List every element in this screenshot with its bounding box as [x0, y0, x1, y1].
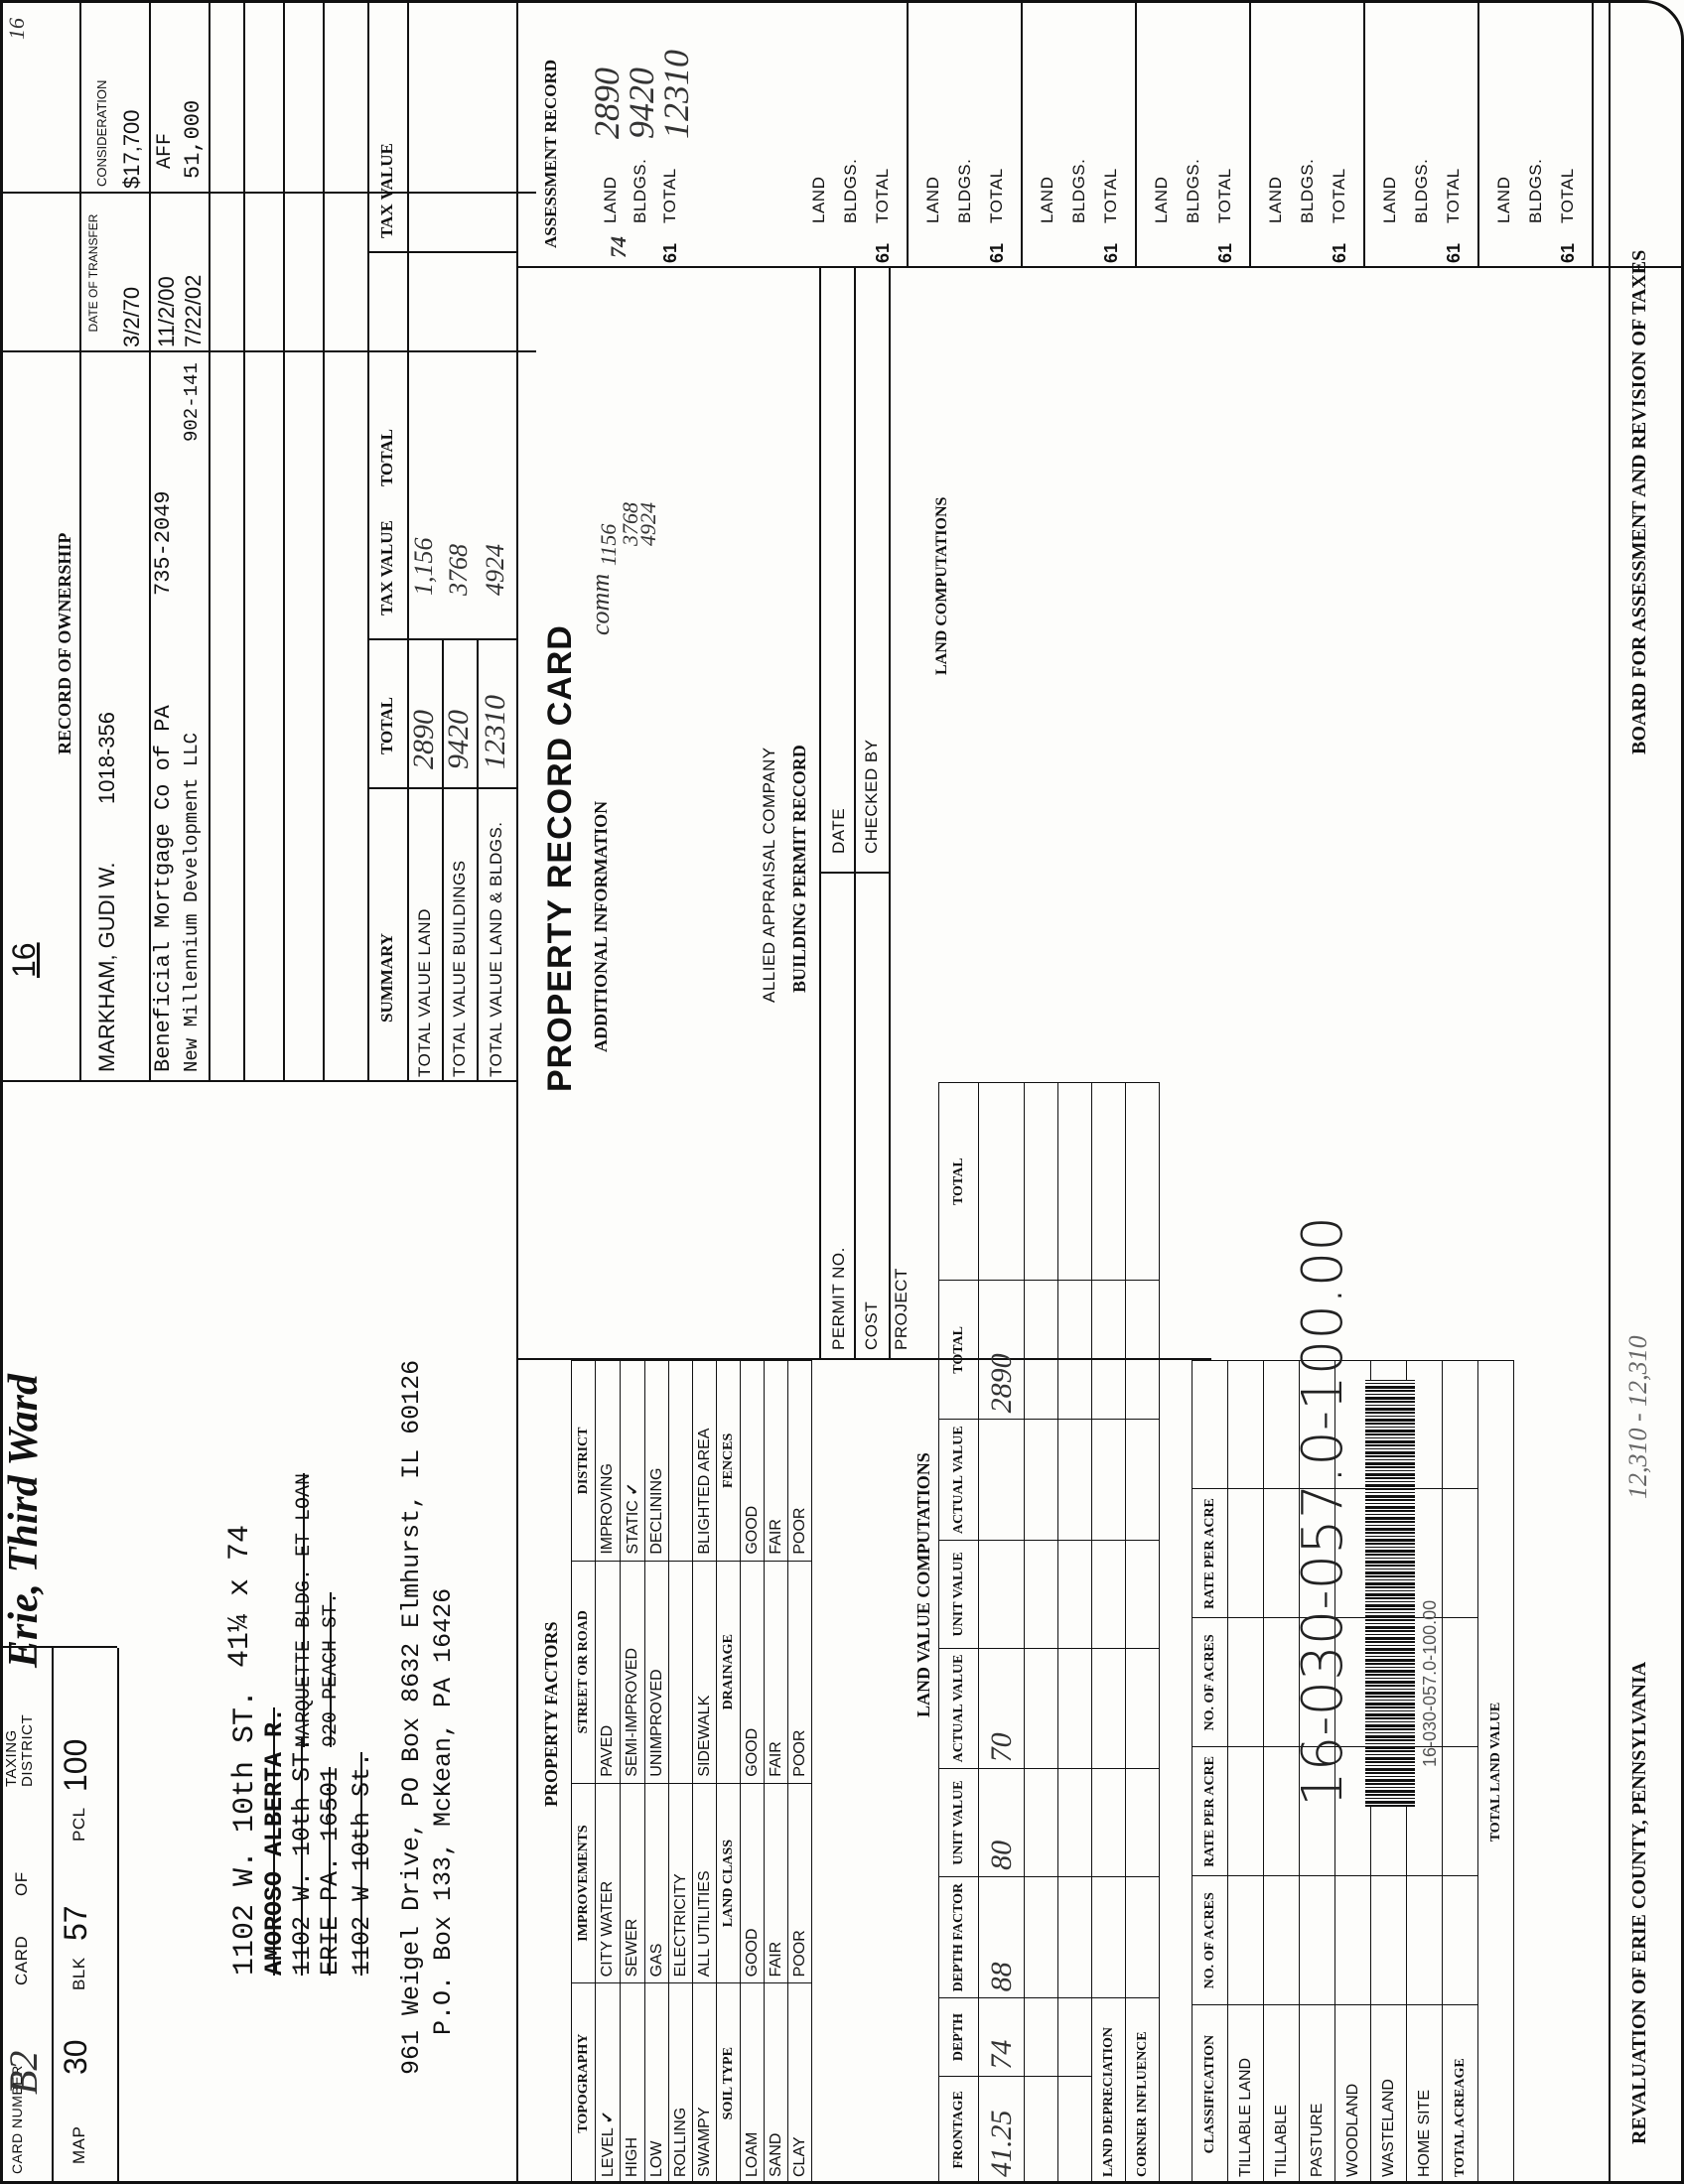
- barcode: [1365, 1380, 1415, 1807]
- fences-poor: POOR: [788, 1361, 812, 1562]
- footer-right: BOARD FOR ASSESSMENT AND REVISION OF TAXES: [1628, 249, 1650, 754]
- frontage-value: 41.25: [979, 2076, 1025, 2183]
- struck-lender: MARQUETTE BLDG. ET LOAN: [293, 1472, 316, 1747]
- assessment-slot-label: BLDGS.: [1412, 158, 1431, 223]
- ownership-title: RECORD OF OWNERSHIP: [55, 532, 74, 754]
- district-empty: [669, 1361, 693, 1562]
- soil-sand: SAND: [765, 1983, 788, 2184]
- struck-city: ERIE PA. 16501: [316, 1766, 345, 1976]
- assessment-slot-prefix: 61: [1558, 242, 1578, 263]
- of-label: OF: [12, 1871, 31, 1896]
- assessment-slot-divider: [1249, 0, 1251, 268]
- checked-by-label: CHECKED BY: [862, 739, 881, 854]
- land-depreciation: LAND DEPRECIATION: [1092, 1998, 1126, 2184]
- assessment-slot-divider: [1477, 0, 1479, 268]
- col-unit-value-2: UNIT VALUE: [939, 1541, 979, 1648]
- corner-influence: CORNER INFLUENCE: [1126, 1998, 1160, 2184]
- topography-head: TOPOGRAPHY: [572, 1983, 596, 2184]
- fences-head: FENCES: [717, 1361, 741, 1562]
- assessment-slot-label: TOTAL: [1444, 168, 1463, 223]
- comm-note: comm: [586, 573, 615, 635]
- col-depth: DEPTH: [939, 1998, 979, 2076]
- district-head: DISTRICT: [572, 1361, 596, 1562]
- district-number: 16: [6, 942, 42, 978]
- col-actual-value-2: ACTUAL VALUE: [939, 1420, 979, 1541]
- col-rate-2: RATE PER ACRE: [1193, 1489, 1228, 1618]
- assessment-slot-label: BLDGS.: [1069, 158, 1088, 223]
- acre-row-woodland: WOODLAND: [1335, 2005, 1371, 2184]
- summary-row-label: TOTAL VALUE BUILDINGS: [450, 860, 469, 1077]
- col-acres: NO. OF ACRES: [1193, 1876, 1228, 2005]
- card-number: B2: [1, 2050, 46, 2095]
- topography-swampy: SWAMPY: [693, 1983, 717, 2184]
- assessment-slot-prefix: 61: [1101, 242, 1121, 263]
- owner-date: 7/22/02: [181, 274, 206, 347]
- total-value: 2890: [979, 1281, 1025, 1420]
- date-of-transfer-label: DATE OF TRANSFER: [86, 213, 100, 333]
- consideration-label: CONSIDERATION: [94, 79, 109, 187]
- assessment-total-value: 12310: [656, 50, 696, 139]
- assessment-total-row-label: TOTAL: [660, 168, 679, 223]
- summary-row-label: TOTAL VALUE LAND: [415, 908, 434, 1077]
- permit-no-label: PERMIT NO.: [829, 1247, 848, 1350]
- summary-row-tax: 3768: [444, 544, 473, 596]
- topography-level: LEVEL ✓: [596, 1983, 621, 2184]
- summary-total-label: TOTAL: [377, 697, 396, 754]
- assessment-slot-prefix: 61: [987, 242, 1007, 263]
- topography-high: HIGH: [621, 1983, 645, 2184]
- assessment-slot-label: LAND: [1266, 176, 1285, 223]
- owner-date: 3/2/70: [119, 286, 144, 347]
- summary-row-tax: 1,156: [409, 537, 438, 596]
- acre-row-pasture: PASTURE: [1300, 2005, 1335, 2184]
- comm-value: 1156: [596, 523, 621, 566]
- footer-left: REVALUATION OF ERIE COUNTY, PENNSYLVANIA: [1628, 1661, 1650, 2144]
- pcl-label: PCL: [70, 1807, 88, 1842]
- assessment-slot-divider: [907, 0, 909, 268]
- permit-date-label: DATE: [829, 807, 848, 854]
- assessment-bldgs-label: BLDGS.: [631, 158, 649, 223]
- assessment-slot-label: LAND: [1152, 176, 1171, 223]
- assessment-total-label: TOTAL: [377, 429, 396, 486]
- summary-row-total: 9420: [442, 710, 475, 769]
- appraisal-company: ALLIED APPRAISAL COMPANY: [760, 747, 778, 1003]
- owner-consideration: $17,700: [119, 109, 144, 189]
- assessment-slot-label: LAND: [1494, 176, 1513, 223]
- assessment-slot-prefix: 61: [1215, 242, 1235, 263]
- blk-label: BLK: [70, 1957, 88, 1990]
- improvements-head: IMPROVEMENTS: [572, 1783, 596, 1983]
- improvement-gas: GAS: [645, 1783, 669, 1983]
- card-title: PROPERTY RECORD CARD: [541, 624, 579, 1092]
- owner-consideration: AFF: [154, 132, 177, 169]
- card-label: CARD: [12, 1935, 31, 1985]
- comm-value: 3768: [618, 502, 642, 546]
- col-total-2: TOTAL: [939, 1083, 979, 1281]
- total-acreage: TOTAL ACREAGE: [1443, 2005, 1478, 2184]
- struck-lender-address: 920 PEACH ST.: [320, 1591, 343, 1747]
- project-label: PROJECT: [892, 1268, 911, 1350]
- soil-clay: CLAY: [788, 1983, 812, 2184]
- assessment-slot-divider: [1363, 0, 1365, 268]
- soil-head: SOIL TYPE: [717, 1983, 741, 2184]
- assessment-slot-label: TOTAL: [1215, 168, 1234, 223]
- land-class-head: LAND CLASS: [717, 1783, 741, 1983]
- assessment-slot-label: BLDGS.: [1184, 158, 1202, 223]
- assessment-slot-label: TOTAL: [1330, 168, 1348, 223]
- address-line1: 1102 W. 10th ST.: [228, 1689, 262, 1976]
- owner-book: 1018-356: [94, 712, 119, 804]
- improvement-all: ALL UTILITIES: [693, 1783, 717, 1983]
- struck-property: 1102 W 10th St.: [348, 1751, 376, 1976]
- summary-row-label: TOTAL VALUE LAND & BLDGS.: [487, 821, 505, 1077]
- assessment-slot-label: TOTAL: [987, 168, 1006, 223]
- land-value-table: [938, 1082, 1160, 2184]
- acre-row-tillable: TILLABLE: [1264, 2005, 1300, 2184]
- street-head: STREET OR ROAD: [572, 1561, 596, 1783]
- land-class-fair: FAIR: [765, 1783, 788, 1983]
- owner-name: New Millennium Development LLC: [181, 732, 203, 1072]
- street-unimproved: UNIMPROVED: [645, 1561, 669, 1783]
- additional-info-label: ADDITIONAL INFORMATION: [591, 800, 611, 1052]
- col-acres-2: NO. OF ACRES: [1193, 1618, 1228, 1747]
- taxing-district: Erie, Third Ward: [1, 1373, 47, 1668]
- assessment-slot-label: BLDGS.: [841, 158, 860, 223]
- acre-row-wasteland: WASTELAND: [1371, 2005, 1407, 2184]
- card-number-label: CARD NUMBER: [9, 2065, 25, 2174]
- factors-title: PROPERTY FACTORS: [541, 1621, 561, 1807]
- land-class-poor: POOR: [788, 1783, 812, 1983]
- factors-table: [571, 1360, 812, 2184]
- total-value-2: [979, 1083, 1025, 1281]
- comm-value: 4924: [635, 502, 660, 546]
- assessment-slot-prefix: 61: [1330, 242, 1349, 263]
- district-blighted: BLIGHTED AREA: [693, 1361, 717, 1562]
- actual-value: 70: [979, 1648, 1025, 1769]
- fences-fair: FAIR: [765, 1361, 788, 1562]
- map-label: MAP: [70, 2125, 88, 2164]
- summary-title: SUMMARY: [377, 932, 396, 1023]
- improvement-water: CITY WATER: [596, 1783, 621, 1983]
- street-empty: [669, 1561, 693, 1783]
- topography-rolling: ROLLING: [669, 1983, 693, 2184]
- unit-value: 80: [979, 1769, 1025, 1876]
- assessment-slot-divider: [1592, 0, 1594, 268]
- col-classification: CLASSIFICATION: [1193, 2005, 1228, 2184]
- cost-label: COST: [862, 1300, 881, 1350]
- page-mark: 16: [4, 18, 29, 40]
- assessment-title: ASSESSMENT RECORD: [541, 59, 560, 248]
- lot-dimensions: 41¼ x 74: [223, 1524, 257, 1668]
- assessment-slot-prefix: 61: [1444, 242, 1464, 263]
- col-frontage: FRONTAGE: [939, 2076, 979, 2183]
- assessment-slot-label: LAND: [1038, 176, 1056, 223]
- assessment-slot-label: LAND: [809, 176, 828, 223]
- mailing-address-1: 961 Weigel Drive, PO Box 8632 Elmhurst, IL 60126: [397, 1359, 426, 2075]
- pcl-value: 100: [58, 1738, 93, 1792]
- summary-row-tax: 4924: [481, 544, 509, 596]
- assessment-slot-label: TOTAL: [1101, 168, 1120, 223]
- summary-tax-label: TAX VALUE: [377, 520, 396, 615]
- assessment-year: 74: [606, 236, 631, 258]
- taxing-district-label: TAXING DISTRICT: [3, 1713, 36, 1787]
- actual-value-2: [979, 1420, 1025, 1541]
- assessment-slot-prefix: 61: [873, 242, 893, 263]
- assessment-slot-divider: [1135, 0, 1137, 268]
- land-computations-title: LAND COMPUTATIONS: [933, 496, 950, 675]
- struck-address: 1102 W. 10th ST.: [288, 1736, 317, 1976]
- depth-value: 74: [979, 1998, 1025, 2076]
- owner-book: 902-141: [181, 362, 203, 442]
- assessment-land-value: 2890: [587, 68, 627, 139]
- owner-book: 735-2049: [151, 490, 176, 596]
- district-declining: DECLINING: [645, 1361, 669, 1562]
- summary-row-total: 12310: [479, 695, 511, 769]
- fences-good: GOOD: [741, 1361, 765, 1562]
- footer-hand: 12,310 - 12,310: [1623, 1335, 1652, 1499]
- drainage-head: DRAINAGE: [717, 1561, 741, 1783]
- assessment-slot-label: BLDGS.: [1526, 158, 1545, 223]
- map-value: 30: [58, 2039, 93, 2075]
- street-semi: SEMI-IMPROVED: [621, 1561, 645, 1783]
- soil-loam: LOAM: [741, 1983, 765, 2184]
- assessment-slot-label: LAND: [1380, 176, 1399, 223]
- assessment-slot-label: BLDGS.: [955, 158, 974, 223]
- assessment-land-label: LAND: [601, 176, 620, 223]
- land-class-good: GOOD: [741, 1783, 765, 1983]
- col-rate: RATE PER ACRE: [1193, 1747, 1228, 1876]
- col-unit-value: UNIT VALUE: [939, 1769, 979, 1876]
- col-actual-value: ACTUAL VALUE: [939, 1648, 979, 1769]
- depth-factor-value: 88: [979, 1876, 1025, 1998]
- drainage-poor: POOR: [788, 1561, 812, 1783]
- improvement-sewer: SEWER: [621, 1783, 645, 1983]
- drainage-fair: FAIR: [765, 1561, 788, 1783]
- district-static: STATIC ✓: [621, 1361, 645, 1562]
- unit-value-2: [979, 1541, 1025, 1648]
- improvement-electricity: ELECTRICITY: [669, 1783, 693, 1983]
- district-improving: IMPROVING: [596, 1361, 621, 1562]
- col-depth-factor: DEPTH FACTOR: [939, 1876, 979, 1998]
- acre-row-home-site: HOME SITE: [1407, 2005, 1443, 2184]
- assessment-slot-divider: [1021, 0, 1023, 268]
- owner-name: Beneficial Mortgage Co of PA: [151, 705, 176, 1072]
- assessment-slot-label: TOTAL: [873, 168, 892, 223]
- land-value-title: LAND VALUE COMPUTATIONS: [913, 1452, 933, 1717]
- total-land-value: TOTAL LAND VALUE: [1478, 1361, 1514, 2184]
- assessment-prefix: 61: [660, 242, 680, 263]
- owner-consideration: 51,000: [181, 99, 206, 179]
- assessment-bldgs-value: 9420: [622, 68, 661, 139]
- summary-row-total: 2890: [407, 710, 440, 769]
- topography-low: LOW: [645, 1983, 669, 2184]
- struck-owner: AMOROSO ALBERTA R.: [260, 1706, 289, 1976]
- parcel-number: 16-030-057.0-100.00: [1291, 1215, 1355, 1807]
- parcel-number-small: 16-030-057.0-100.00: [1420, 1599, 1440, 1767]
- mailing-address-2: P.O. Box 133, McKean, PA 16426: [429, 1587, 458, 2035]
- street-paved: PAVED: [596, 1561, 621, 1783]
- street-sidewalk: SIDEWALK: [693, 1561, 717, 1783]
- owner-date: 11/2/00: [154, 276, 179, 347]
- owner-name: MARKHAM, GUDI W.: [94, 862, 119, 1072]
- blk-value: 57: [58, 1905, 93, 1941]
- col-total: TOTAL: [939, 1281, 979, 1420]
- permit-record-title: BUILDING PERMIT RECORD: [789, 745, 809, 993]
- assessment-tax-label: TAX VALUE: [377, 143, 396, 238]
- drainage-good: GOOD: [741, 1561, 765, 1783]
- acre-row-tillable-land: TILLABLE LAND: [1228, 2005, 1264, 2184]
- assessment-slot-label: TOTAL: [1558, 168, 1577, 223]
- assessment-slot-label: LAND: [923, 176, 942, 223]
- assessment-slot-label: BLDGS.: [1298, 158, 1317, 223]
